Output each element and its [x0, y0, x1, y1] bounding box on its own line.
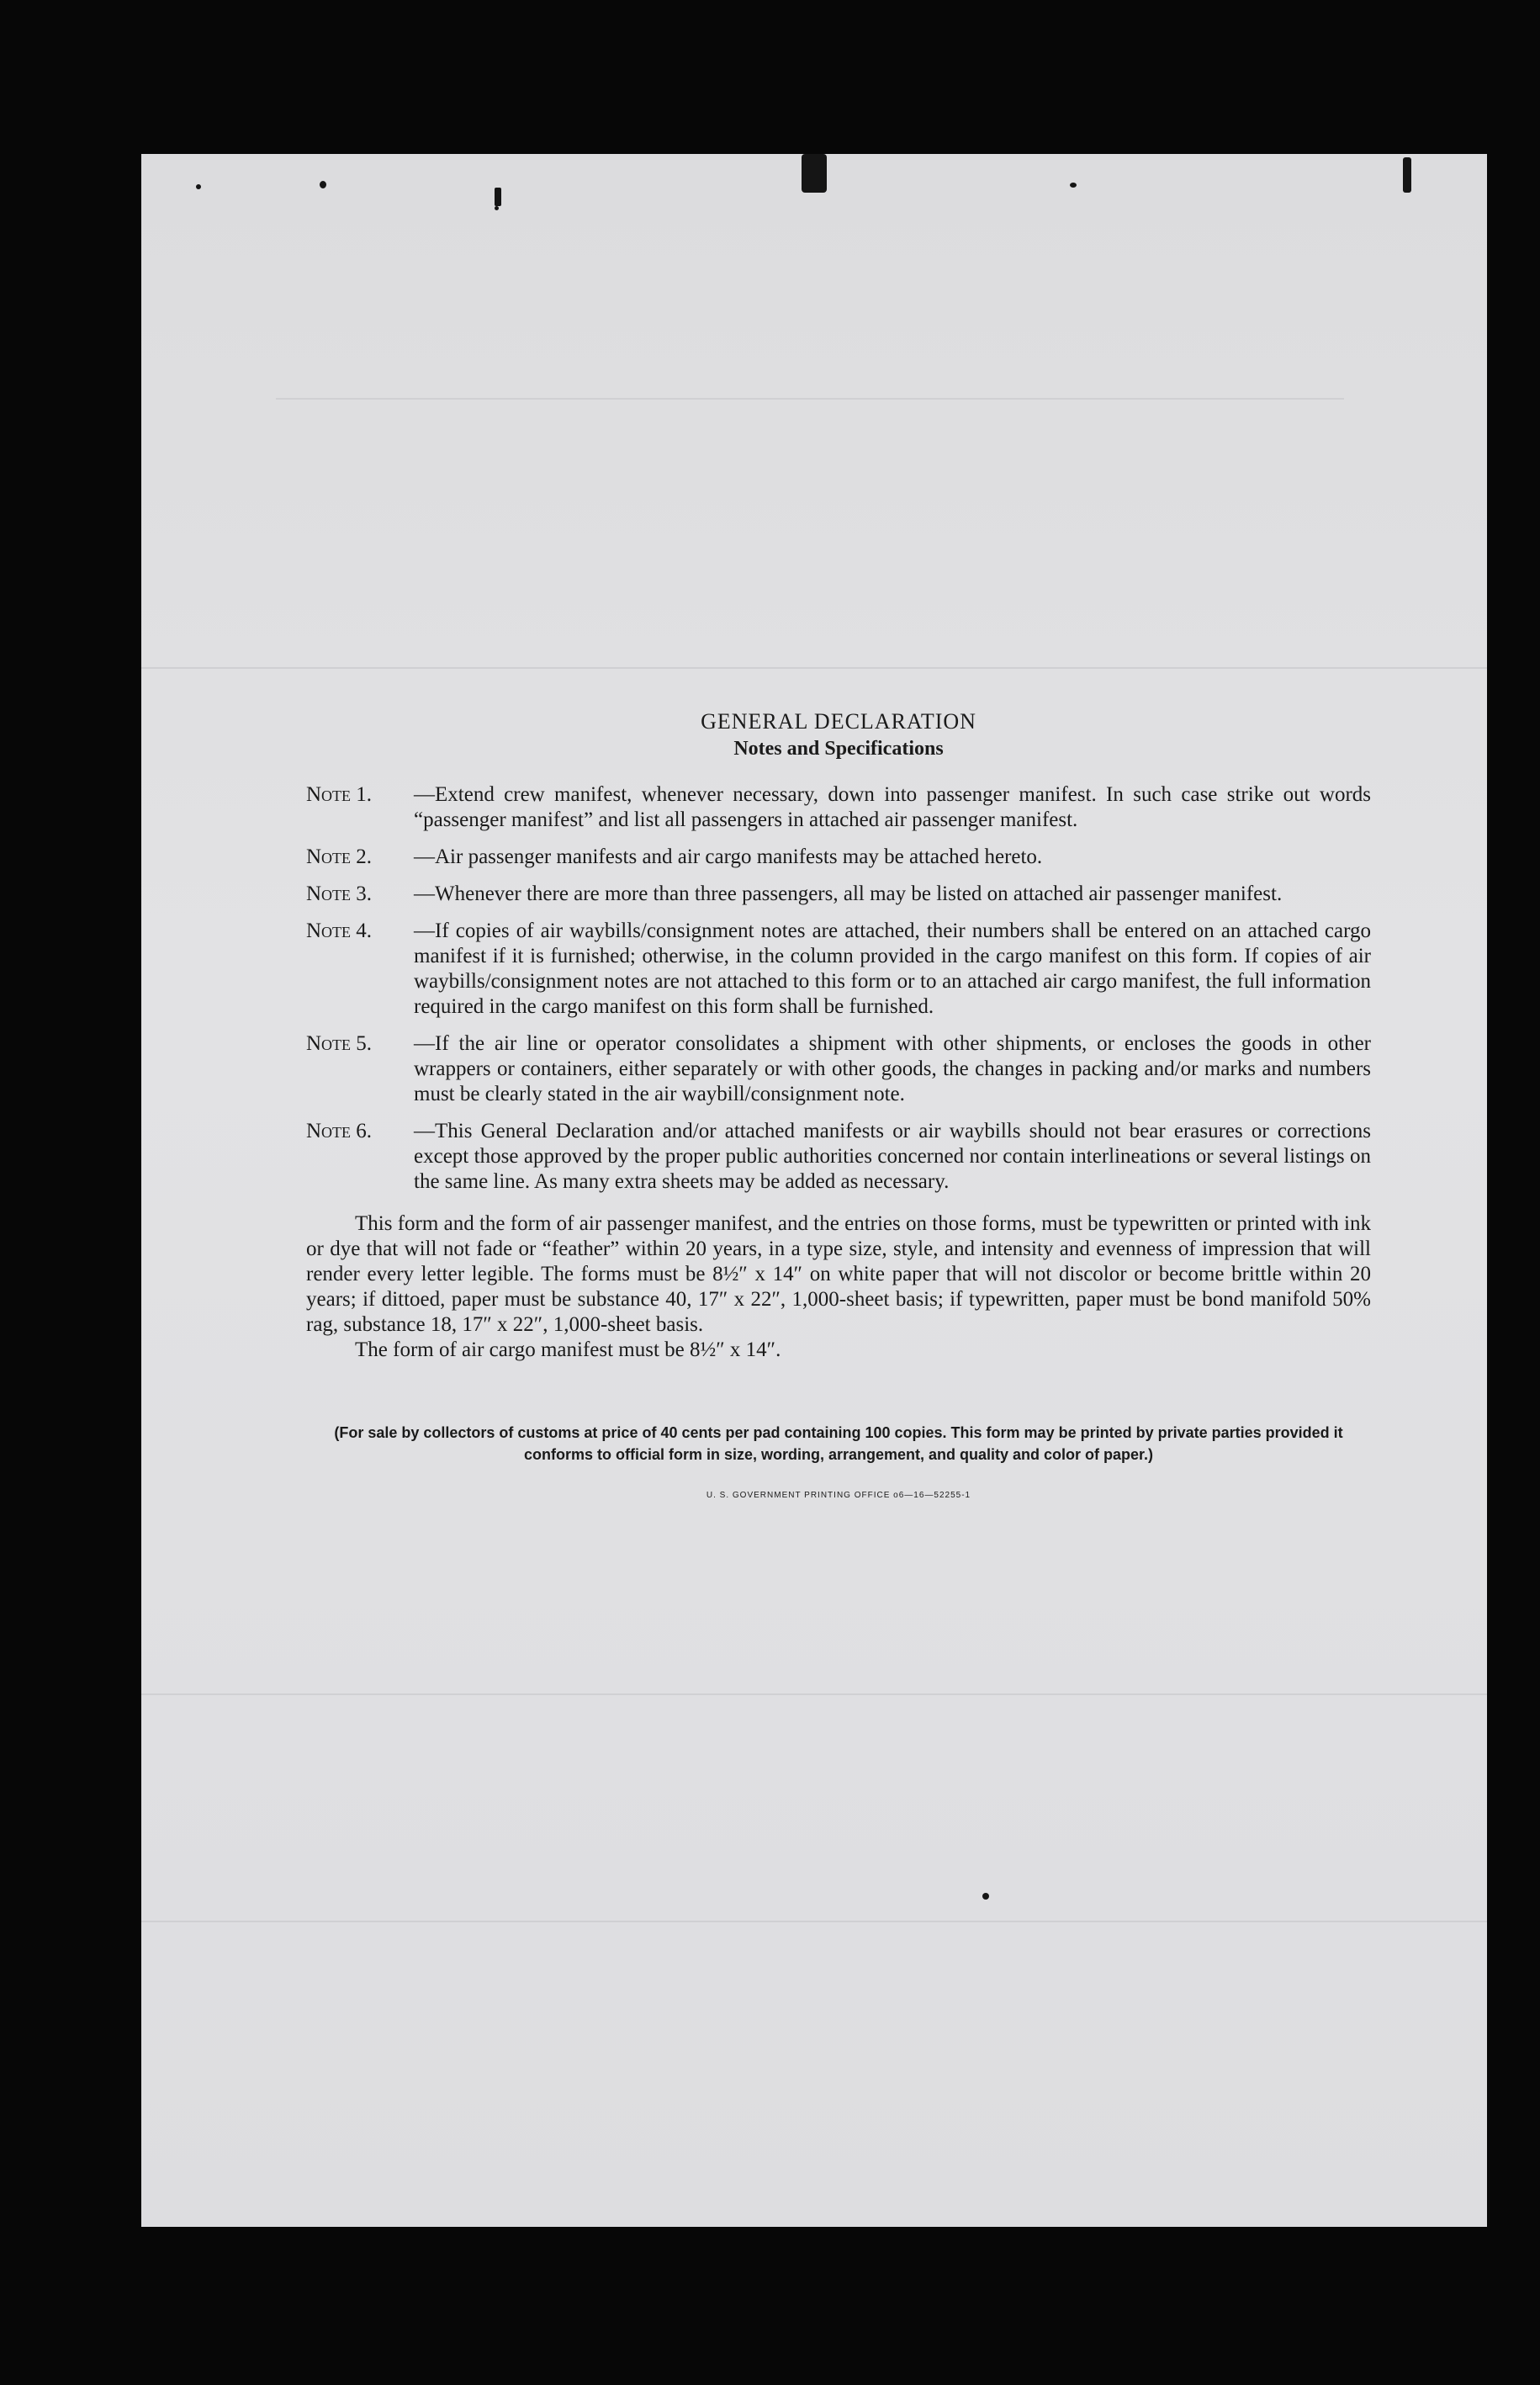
declaration-notes: [306, 709, 1371, 1500]
page-subtitle: Notes and Specifications: [733, 738, 944, 760]
note-5: [306, 1031, 1371, 1107]
note-text: —This General Declaration and/or attached manifests or air waybills should not bear erasures or corrections except those approved by the proper public authorities concerned nor contain interlineations or several listings on the same line. As many extra sheets may be added as necessary.: [414, 1120, 1371, 1193]
document-page: [141, 154, 1487, 2227]
dust-speck: [1070, 183, 1077, 188]
note-6: [306, 1119, 1371, 1195]
sale-notice: (For sale by collectors of customs at price of 40 cents per pad containing 100 copies. This form may be printed by private parties provided it conforms to official form in size, wording, arrangement, and quality and color of paper.): [334, 1424, 1343, 1463]
dust-speck: [1403, 157, 1411, 193]
note-label: Note 6.: [306, 1120, 373, 1142]
bleed-through-rule: [141, 1693, 1487, 1695]
note-text: —Whenever there are more than three passengers, all may be listed on attached air passenger manifest.: [414, 882, 1283, 905]
dust-speck: [320, 181, 326, 188]
note-text: —Extend crew manifest, whenever necessary, down into passenger manifest. In such case strike out words “passenger manifest” and list all passengers in attached air passenger manifest.: [414, 783, 1371, 831]
note-3: [306, 882, 1371, 907]
dust-speck: [495, 188, 501, 206]
note-label: Note 3.: [306, 882, 373, 905]
note-label: Note 5.: [306, 1032, 373, 1055]
note-text: —If copies of air waybills/consignment notes are attached, their numbers shall be entered on an attached cargo manifest if it is furnished; otherwise, in the column provided in the cargo manifest on this form. If copies of air waybills/consignment notes are not attached to this form or to an attached air cargo manifest, the full information required in the cargo manifest on this form shall be furnished.: [414, 920, 1371, 1018]
dust-speck: [982, 1893, 989, 1900]
note-4: [306, 919, 1371, 1020]
bleed-through-rule: [141, 1921, 1487, 1922]
form-specification-paragraph: This form and the form of air passenger manifest, and the entries on those forms, must be typewritten or printed with ink or dye that will not fade or “feather” within 20 years, in a type size, style, and intensity and evenness of impression that will render every letter legible. The forms must be 8½″ x 14″ on white paper that will not discolor or become brittle within 20 years; if dittoed, paper must be substance 40, 17″ x 22″, 1,000-sheet basis; if typewritten, paper must be bond manifold 50% rag, substance 18, 17″ x 22″, 1,000-sheet basis.: [306, 1212, 1371, 1336]
dust-speck: [802, 154, 827, 193]
note-1: [306, 782, 1371, 833]
bleed-through-rule: [276, 398, 1344, 400]
note-text: —If the air line or operator consolidates a shipment with other shipments, or encloses the goods in other wrappers or containers, either separately or with other goods, the changes in packing and/or marks and numbers must be clearly stated in the air waybill/consignment note.: [414, 1032, 1371, 1105]
dust-speck: [196, 184, 201, 189]
note-label: Note 2.: [306, 845, 373, 868]
note-label: Note 1.: [306, 783, 373, 806]
note-text: —Air passenger manifests and air cargo manifests may be attached hereto.: [414, 845, 1043, 868]
dust-speck: [495, 206, 499, 210]
page-title: GENERAL DECLARATION: [701, 709, 976, 734]
bleed-through-rule: [141, 667, 1487, 669]
printing-office-imprint: U. S. GOVERNMENT PRINTING OFFICE o6—16—52255-1: [706, 1491, 971, 1500]
note-2: [306, 845, 1371, 870]
bleed-through-text: [595, 174, 619, 203]
cargo-manifest-size-line: The form of air cargo manifest must be 8½″ x 14″.: [355, 1338, 781, 1361]
note-label: Note 4.: [306, 920, 373, 942]
